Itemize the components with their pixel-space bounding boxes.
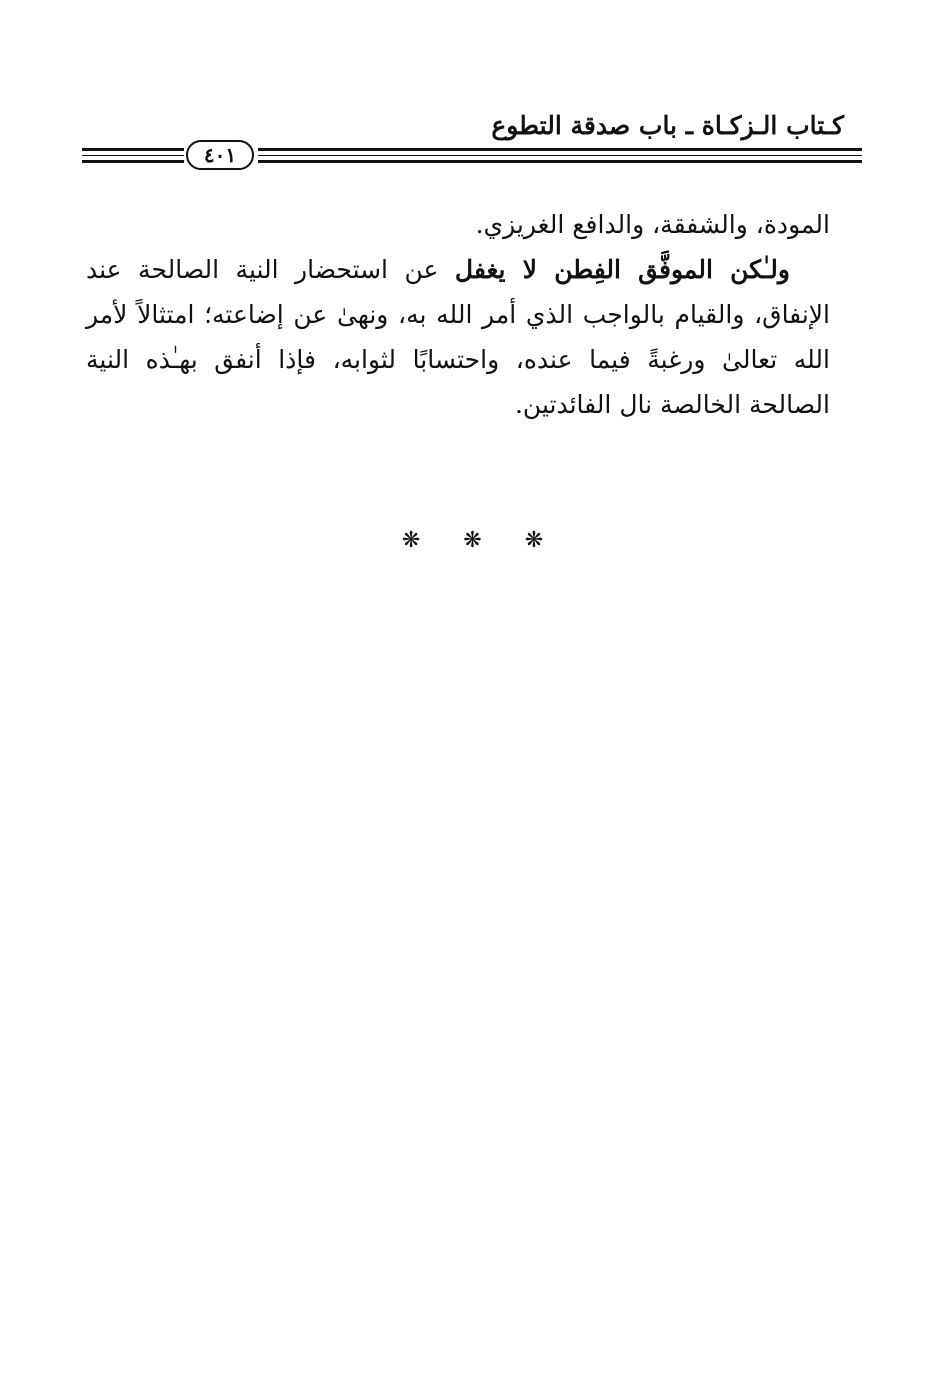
asterism-star-icon: ❋ <box>463 528 482 553</box>
running-header <box>82 108 862 172</box>
asterism-star-icon: ❋ <box>401 528 421 553</box>
header-rule-right-thick <box>258 148 862 151</box>
header-rule-right-thick-2 <box>258 160 862 163</box>
paragraph-2-lead: ولـٰكن الموفَّق الفِطن لا يغفل <box>454 255 790 284</box>
paragraph-2 <box>86 247 830 427</box>
section-separator <box>0 528 945 553</box>
asterism-star-icon: ❋ <box>524 528 544 553</box>
header-rule-left-thin <box>82 155 184 156</box>
page-number: ٤٠١ <box>186 140 254 170</box>
body-text <box>86 202 830 427</box>
header-rule-left-thick-2 <box>82 160 184 163</box>
header-title: كـتاب الـزكـاة ـ باب صدقة التطوع <box>491 111 844 140</box>
header-rule-left-thick <box>82 148 184 151</box>
header-rule-right-thin <box>258 155 862 156</box>
paragraph-2-rest: عن استحضار النية الصالحة عند الإنفاق، والقيام بالواجب الذي أمر الله به، ونهىٰ عن إضاعته؛ امتثالاً لأمر الله تعالىٰ ورغبةً فيما عنده، واحتسابًا لثوابه، فإذا أنفق بهـٰذه النية الصالحة الخالصة نال الفائدتين. <box>86 255 830 419</box>
paragraph-1: المودة، والشفقة، والدافع الغريزي. <box>475 210 830 239</box>
